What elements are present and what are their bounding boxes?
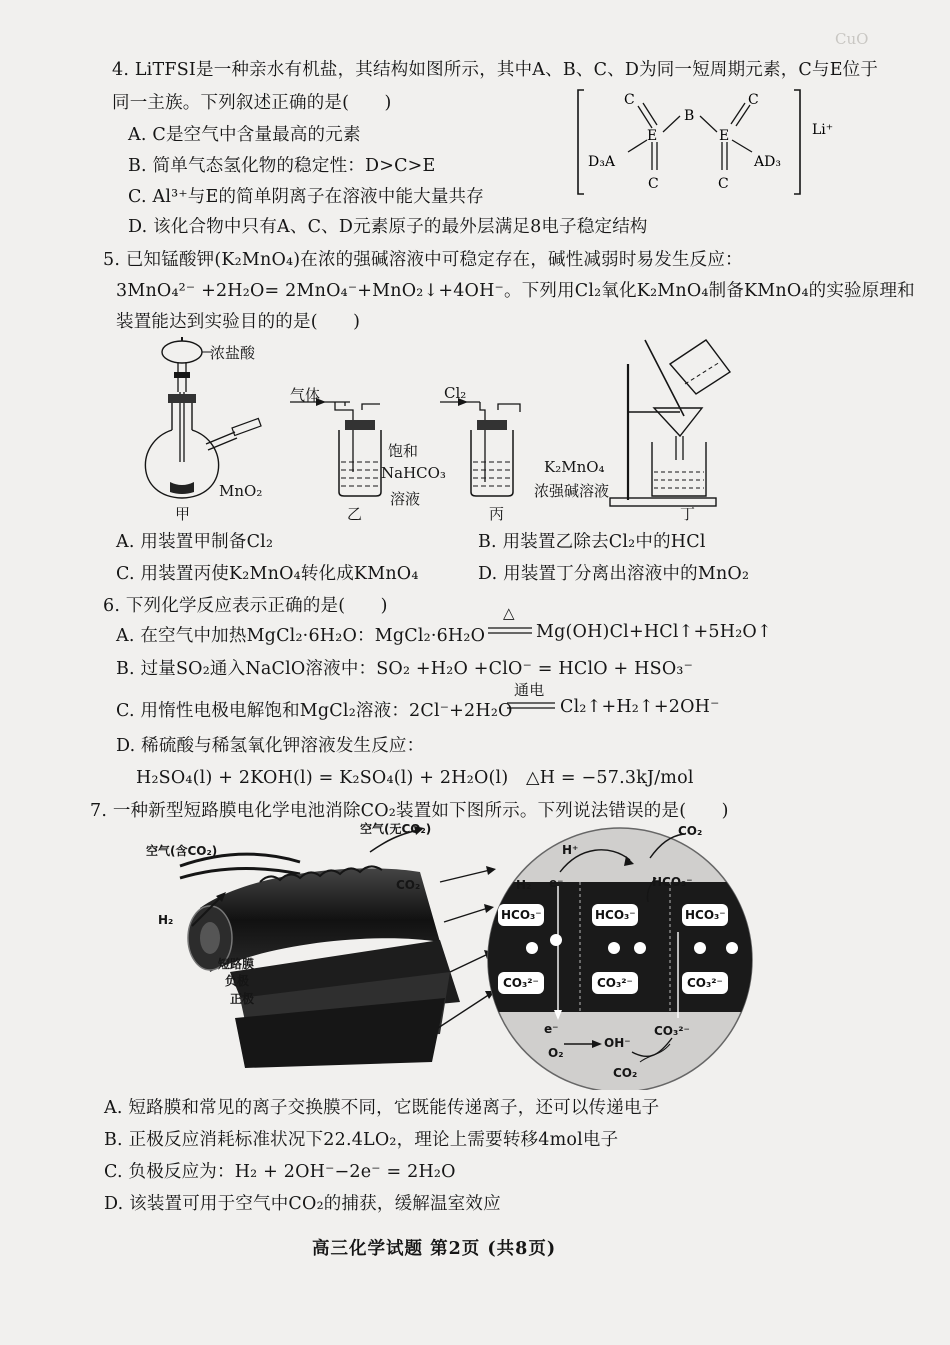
label-co2-out: CO₂ bbox=[396, 878, 421, 892]
zoom-label-co3-bottom: CO₃²⁻ bbox=[654, 1024, 690, 1038]
struct-atom-c: C bbox=[624, 92, 635, 108]
q6-option-a-condition: △ bbox=[503, 604, 515, 622]
zoom-label-oh: OH⁻ bbox=[604, 1036, 631, 1050]
label-negative-electrode: 负极 bbox=[225, 974, 250, 988]
struct-group-ad3: AD₃ bbox=[754, 154, 781, 170]
q4-option-c: C. Al³⁺与E的简单阴离子在溶液中能大量共存 bbox=[128, 187, 484, 207]
label-strong-base: 浓强碱溶液 bbox=[534, 482, 610, 500]
q6-option-c-equals bbox=[507, 700, 557, 712]
zoom-hco3-box-3: HCO₃⁻ bbox=[685, 908, 726, 922]
label-air-with-co2: 空气(含CO₂) bbox=[146, 844, 218, 858]
q6-stem: 6. 下列化学反应表示正确的是( ) bbox=[103, 596, 388, 616]
q6-option-c-left: C. 用惰性电极电解饱和MgCl₂溶液：2Cl⁻+2H₂O bbox=[116, 701, 513, 721]
q4-option-a: A. C是空气中含量最高的元素 bbox=[128, 125, 361, 145]
label-k2mno4: K₂MnO₄ bbox=[544, 458, 605, 476]
q5-option-a: A. 用装置甲制备Cl₂ bbox=[116, 532, 274, 552]
struct-atom-c: C bbox=[748, 92, 759, 108]
zoom-co3-box-3: CO₃²⁻ bbox=[687, 976, 723, 990]
zoom-label-o2: O₂ bbox=[548, 1046, 564, 1060]
label-positive-electrode: 正极 bbox=[230, 992, 255, 1006]
label-conc-hcl: 浓盐酸 bbox=[210, 344, 256, 362]
struct-counter-ion: Li⁺ bbox=[812, 122, 834, 138]
q5-stem-line2: 3MnO₄²⁻ +2H₂O= 2MnO₄⁻+MnO₂↓+4OH⁻。下列用Cl₂氧化K₂MnO₄制备KMnO₄的实验原理和 bbox=[116, 281, 915, 301]
q5-stem-line1: 5. 已知锰酸钾(K₂MnO₄)在浓的强碱溶液中可稳定存在，碱性减弱时易发生反应： bbox=[103, 250, 743, 270]
q7-option-a: A. 短路膜和常见的离子交换膜不同，它既能传递离子，还可以传递电子 bbox=[104, 1098, 660, 1118]
zoom-hco3-box-1: HCO₃⁻ bbox=[501, 908, 542, 922]
zoom-hco3-box-2: HCO₃⁻ bbox=[595, 908, 636, 922]
q6-option-d-equation: H₂SO₄(l) + 2KOH(l) = K₂SO₄(l) + 2H₂O(l) △H = −57.3kJ/mol bbox=[136, 768, 694, 788]
q4-option-d: D. 该化合物中只有A、C、D元素原子的最外层满足8电子稳定结构 bbox=[128, 217, 648, 237]
q6-option-b: B. 过量SO₂通入NaClO溶液中：SO₂ +H₂O +ClO⁻ = HClO + HSO₃⁻ bbox=[116, 659, 694, 679]
page-footer: 高三化学试题 第2页 (共8页) bbox=[312, 1239, 557, 1259]
label-gas-inlet: 气体 bbox=[290, 386, 321, 404]
q6-option-a-right: Mg(OH)Cl+HCl↑+5H₂O↑ bbox=[536, 622, 772, 642]
struct-atom-c: C bbox=[718, 176, 729, 192]
label-cl2-inlet: Cl₂ bbox=[444, 384, 467, 402]
zoom-co3-box-2: CO₃²⁻ bbox=[597, 976, 633, 990]
zoom-label-electron-bottom: e⁻ bbox=[544, 1022, 559, 1036]
q4-option-b: B. 简单气态氢化物的稳定性：D>C>E bbox=[128, 156, 436, 176]
label-short-circuit-membrane: 短路膜 bbox=[218, 957, 255, 971]
q6-option-c-right: Cl₂↑+H₂↑+2OH⁻ bbox=[560, 697, 720, 717]
zoom-label-co2-bottom: CO₂ bbox=[613, 1066, 638, 1080]
label-apparatus-yi: 乙 bbox=[347, 505, 363, 523]
q6-option-a-equals bbox=[488, 625, 534, 637]
label-apparatus-ding: 丁 bbox=[680, 505, 696, 523]
zoom-label-hplus: H⁺ bbox=[562, 843, 579, 857]
struct-atom-e: E bbox=[647, 128, 658, 144]
zoom-label-co2-top: CO₂ bbox=[678, 824, 703, 838]
bleed-through: CuO bbox=[835, 30, 869, 48]
struct-group-d3a: D₃A bbox=[588, 154, 615, 170]
label-mno2: MnO₂ bbox=[219, 482, 263, 500]
label-h2-in: H₂ bbox=[158, 913, 174, 927]
q5-stem-line3: 装置能达到实验目的的是( ) bbox=[116, 312, 361, 332]
q4-stem-line1: 4. LiTFSI是一种亲水有机盐，其结构如图所示，其中A、B、C、D为同一短周期元素，C与E位于 bbox=[112, 60, 879, 80]
label-saturated: 饱和 bbox=[388, 442, 419, 460]
struct-atom-c: C bbox=[648, 176, 659, 192]
label-solution: 溶液 bbox=[390, 490, 421, 508]
zoom-label-hco3-top: HCO₃⁻ bbox=[652, 875, 693, 889]
q6-option-a-left: A. 在空气中加热MgCl₂·6H₂O：MgCl₂·6H₂O bbox=[116, 626, 486, 646]
struct-atom-b: B bbox=[684, 108, 695, 124]
q7-option-c: C. 负极反应为：H₂ + 2OH⁻−2e⁻ = 2H₂O bbox=[104, 1162, 456, 1182]
label-nahco3: NaHCO₃ bbox=[381, 464, 446, 482]
label-air-without-co2: 空气(无CO₂) bbox=[360, 822, 432, 836]
q5-option-c: C. 用装置丙使K₂MnO₄转化成KMnO₄ bbox=[116, 564, 419, 584]
q7-option-d: D. 该装置可用于空气中CO₂的捕获，缓解温室效应 bbox=[104, 1194, 501, 1214]
label-apparatus-bing: 丙 bbox=[489, 505, 505, 523]
q4-stem-line2: 同一主族。下列叙述正确的是( ) bbox=[112, 93, 392, 113]
q6-option-c-condition: 通电 bbox=[514, 681, 545, 699]
struct-atom-e: E bbox=[719, 128, 730, 144]
q7-stem: 7. 一种新型短路膜电化学电池消除CO₂装置如下图所示。下列说法错误的是( ) bbox=[90, 801, 729, 821]
litfsi-structure-diagram bbox=[572, 84, 872, 200]
q5-option-d: D. 用装置丁分离出溶液中的MnO₂ bbox=[478, 564, 750, 584]
label-apparatus-jia: 甲 bbox=[175, 505, 191, 523]
q6-option-d: D. 稀硫酸与稀氢氧化钾溶液发生反应： bbox=[116, 736, 425, 756]
zoom-label-electron-top: e⁻ bbox=[549, 876, 564, 890]
q5-option-b: B. 用装置乙除去Cl₂中的HCl bbox=[478, 532, 706, 552]
zoom-co3-box-1: CO₃²⁻ bbox=[503, 976, 539, 990]
zoom-label-h2: H₂ bbox=[516, 878, 532, 892]
q7-option-b: B. 正极反应消耗标准状况下22.4LO₂，理论上需要转移4mol电子 bbox=[104, 1130, 619, 1150]
